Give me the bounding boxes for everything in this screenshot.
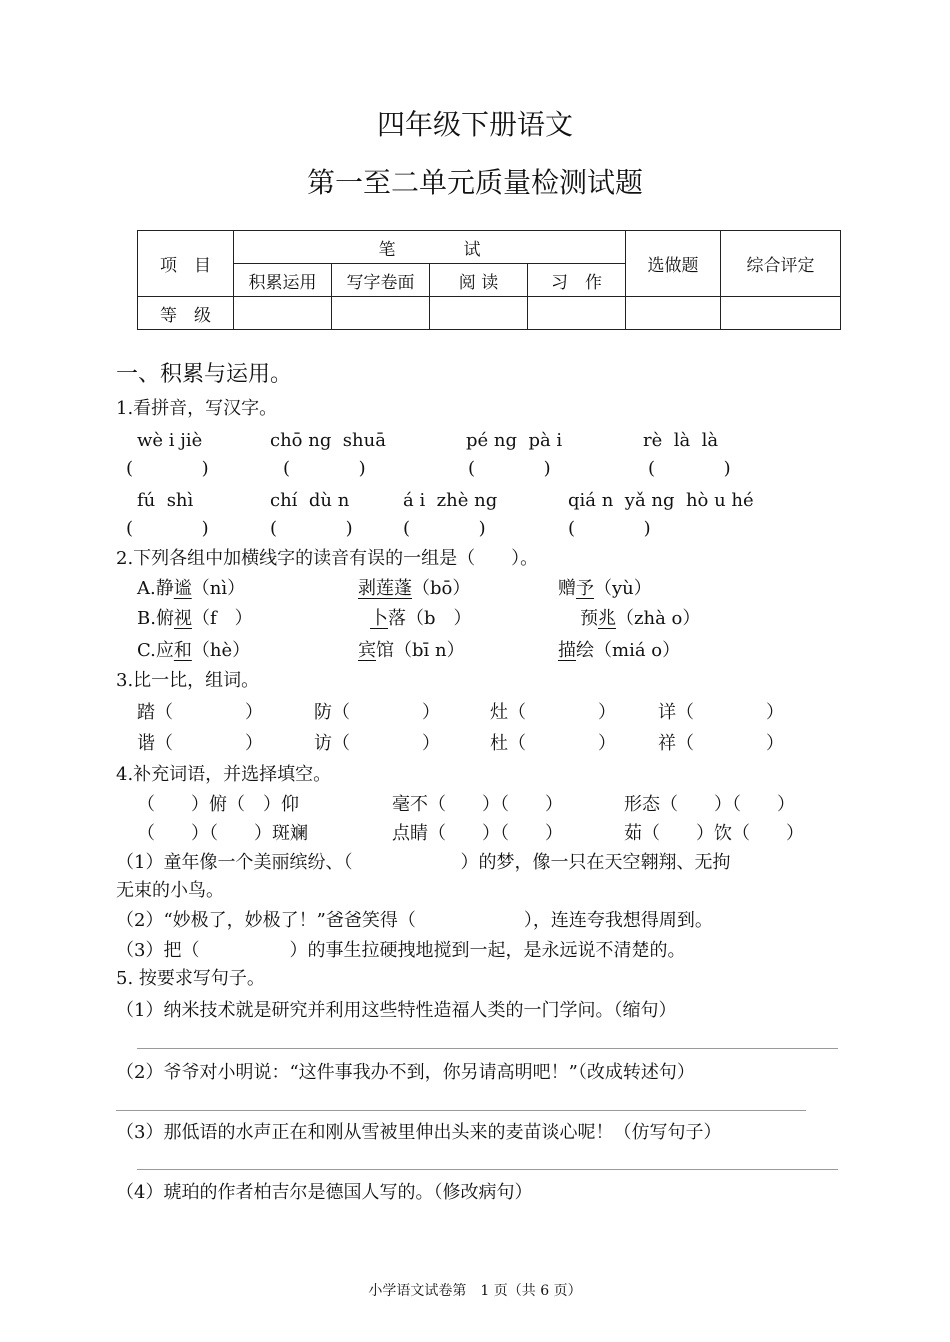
project-header: 项 目 [138,231,234,297]
option-pinyin: （f ） [191,608,253,629]
score-table [137,230,841,330]
question-1: 1.看拼音，写汉字。 [116,398,278,419]
option-a-item [558,578,652,600]
option-b-item [580,608,700,630]
pinyin: á i zhè ng [403,490,498,511]
written-header: 笔 试 [234,231,626,264]
compare-item[interactable]: 防（ ） [314,702,440,723]
underlined-char: 和 [173,640,192,661]
compare-item[interactable]: 祥（ ） [658,733,784,754]
overall-header: 综合评定 [721,231,841,297]
fill-sentence: 无束的小鸟。 [116,880,224,901]
answer-blank[interactable]: ( ) [283,458,366,479]
question-2: 2.下列各组中加横线字的读音有误的一组是（ ）。 [116,548,539,569]
page-subtitle: 第一至二单元质量检测试题 [306,166,643,199]
underlined-char: 谧 [173,578,192,599]
answer-line[interactable] [137,1169,838,1170]
sub-header: 写字卷面 [332,264,430,297]
rewrite-task: （1）纳米技术就是研究并利用这些特性造福人类的一门学问。（缩句） [116,1000,677,1021]
underlined-char: 描 [558,640,576,661]
pinyin: chí dù n [270,490,350,511]
compare-item[interactable]: 杜（ ） [490,733,616,754]
grade-cell[interactable] [234,297,332,330]
option-text: 预 [580,608,598,629]
idiom-blank[interactable]: 点睛（ ）（ ） [392,823,563,844]
option-pinyin: 绘（miá o） [576,640,681,661]
option-pinyin: （hè） [191,640,251,661]
underlined-char: 兆 [598,608,616,629]
option-b-item [370,608,472,630]
optional-header: 选做题 [626,231,721,297]
question-5: 5. 按要求写句子。 [116,968,265,989]
option-c-item [558,640,680,662]
answer-line[interactable] [137,1048,838,1049]
option-pinyin: （zhà o） [616,608,701,629]
question-3: 3.比一比，组词。 [116,670,260,691]
option-text: 静 [155,578,174,599]
question-4: 4.补充词语，并选择填空。 [116,764,332,785]
idiom-blank[interactable]: 形态（ ）（ ） [624,794,795,815]
answer-blank[interactable]: ( ) [126,518,209,539]
grade-cell[interactable] [528,297,626,330]
sub-header: 积累运用 [234,264,332,297]
option-a-item [358,578,470,600]
fill-sentence[interactable]: （3）把（ ）的事生拉硬拽地搅到一起，是永远说不清楚的。 [116,940,686,961]
pinyin: qiá n yǎ ng hò u hé [568,490,754,511]
option-label: C. [137,640,156,661]
page-title: 四年级下册语文 [376,108,573,141]
rewrite-task: （3）那低语的水声正在和刚从雪被里伸出头来的麦苗谈心呢！（仿写句子） [116,1122,722,1143]
idiom-blank[interactable]: （ ）俯（ ）仰 [137,794,299,815]
option-pinyin: （bō） [412,578,471,599]
pinyin: wè i jiè [137,430,203,451]
answer-blank[interactable]: ( ) [568,518,651,539]
grade-cell[interactable] [332,297,430,330]
option-c-item [358,640,465,662]
pinyin: rè là là [643,430,719,451]
pinyin: fú shì [137,490,194,511]
fill-sentence[interactable]: （2）“妙极了，妙极了！”爸爸笑得（ ），连连夸我想得周到。 [116,910,713,931]
rewrite-task: （2）爷爷对小明说：“这件事我办不到，你另请高明吧！”（改成转述句） [116,1062,695,1083]
compare-item[interactable]: 详（ ） [658,702,784,723]
compare-item[interactable]: 访（ ） [314,733,440,754]
option-pinyin: 落（b ） [388,608,472,629]
idiom-blank[interactable]: 茹（ ）饮（ ） [624,823,804,844]
option-b[interactable] [137,608,253,630]
sub-header: 习 作 [528,264,626,297]
option-text: 赠 [558,578,576,599]
fill-sentence[interactable]: （1）童年像一个美丽缤纷、（ ）的梦，像一只在天空翱翔、无拘 [116,852,731,873]
rewrite-task: （4）琥珀的作者柏吉尔是德国人写的。（修改病句） [116,1182,533,1203]
option-label: B. [137,608,156,629]
option-pinyin: 馆（bī n） [376,640,465,661]
answer-blank[interactable]: ( ) [403,518,486,539]
option-pinyin: （yù） [594,578,652,599]
underlined-char: 予 [576,578,594,599]
underlined-char: 视 [173,608,192,629]
option-label: A. [137,578,156,599]
idiom-blank[interactable]: 毫不（ ）（ ） [392,794,563,815]
option-c[interactable] [137,640,250,662]
grade-cell[interactable] [430,297,528,330]
pinyin: pé ng pà i [466,430,563,451]
option-a[interactable] [137,578,245,600]
option-text: 俯 [155,608,174,629]
compare-item[interactable]: 灶（ ） [490,702,616,723]
pinyin: chō ng shuā [270,430,386,451]
answer-blank[interactable]: ( ) [468,458,551,479]
answer-line[interactable] [116,1110,806,1111]
compare-item[interactable]: 谐（ ） [137,733,263,754]
grade-cell[interactable] [721,297,841,330]
compare-item[interactable]: 踏（ ） [137,702,263,723]
grade-label: 等 级 [138,297,234,330]
underlined-char: 卜 [370,608,388,629]
idiom-blank[interactable]: （ ）（ ）斑斓 [137,823,308,844]
section-heading: 一、积累与运用。 [116,362,293,387]
answer-blank[interactable]: ( ) [270,518,353,539]
underlined-char: 宾 [358,640,376,661]
grade-cell[interactable] [626,297,721,330]
option-text: 应 [155,640,174,661]
answer-blank[interactable]: ( ) [126,458,209,479]
page-footer: 小学语文试卷第 1 页（共 6 页） [368,1283,582,1299]
sub-header: 阅 读 [430,264,528,297]
option-pinyin: （nì） [191,578,246,599]
answer-blank[interactable]: ( ) [648,458,731,479]
underlined-char: 剥莲蓬 [358,578,412,599]
